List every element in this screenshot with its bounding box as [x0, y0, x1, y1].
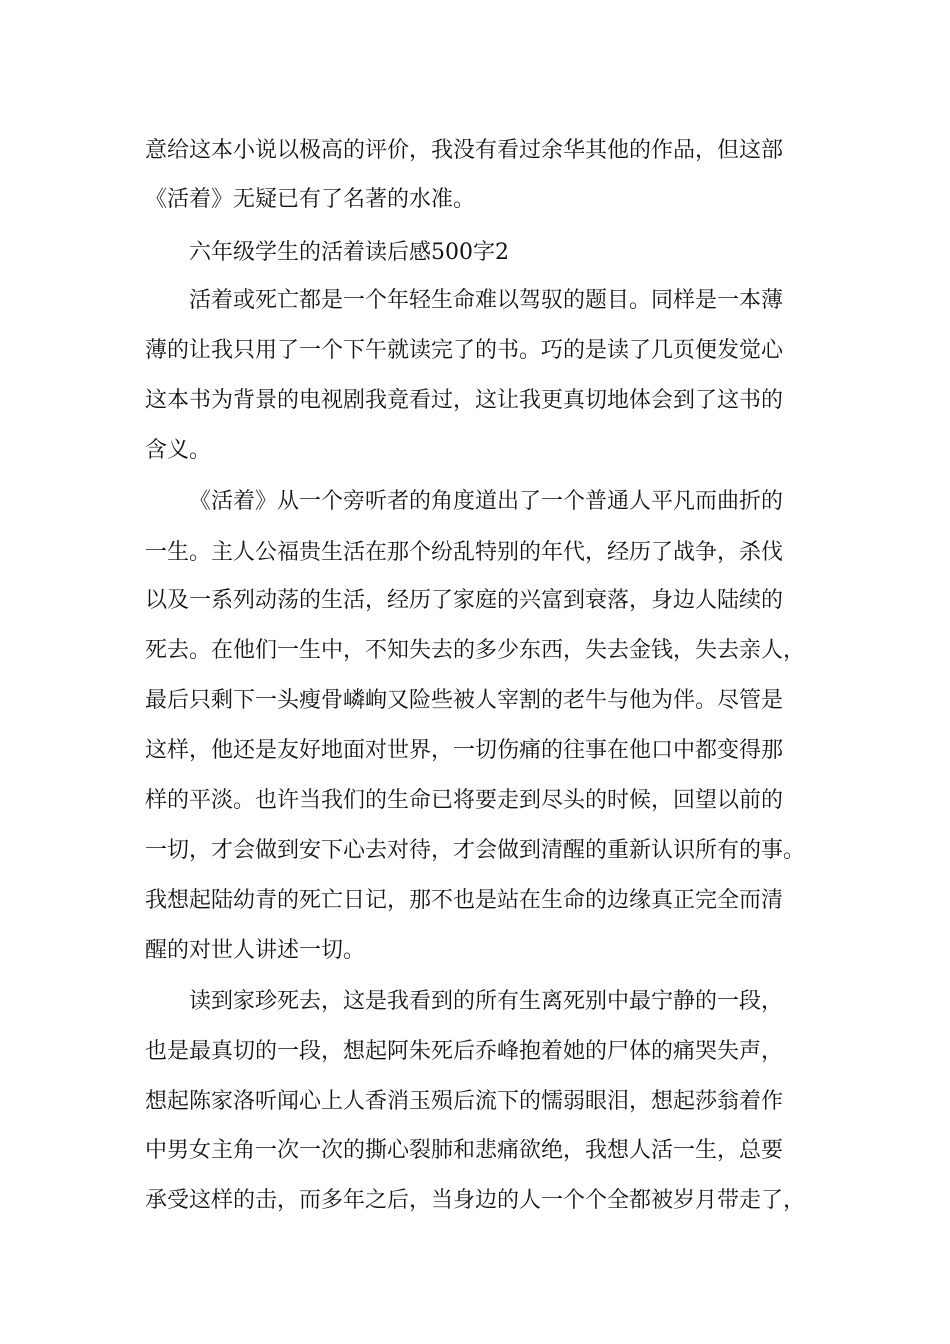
text-line: 最后只剩下一头瘦骨嶙峋又险些被人宰割的老牛与他为伴。尽管是 [145, 688, 784, 713]
text-line: 含义。 [145, 438, 212, 463]
text-line: 薄的让我只用了一个下午就读完了的书。巧的是读了几页便发觉心 [145, 338, 784, 363]
text-line: 《活着》从一个旁听者的角度道出了一个普通人平凡而曲折的 [189, 489, 784, 514]
text-line: 我想起陆幼青的死亡日记，那不也是站在生命的边缘真正完全而清 [145, 888, 784, 913]
text-line: 以及一系列动荡的生活，经历了家庭的兴富到衰落，身边人陆续的 [145, 588, 784, 613]
text-line: 中男女主角一次一次的撕心裂肺和悲痛欲绝，我想人活一生，总要 [145, 1138, 784, 1163]
text-line: 死去。在他们一生中，不知失去的多少东西，失去金钱，失去亲人， [145, 638, 806, 663]
text-line: 承受这样的击，而多年之后，当身边的人一个个全都被岁月带走了， [145, 1188, 806, 1213]
text-line: 样的平淡。也许当我们的生命已将要走到尽头的时候，回望以前的 [145, 788, 784, 813]
section-heading: 六年级学生的活着读后感500字2 [189, 240, 509, 265]
text-line: 活着或死亡都是一个年轻生命难以驾驭的题目。同样是一本薄 [189, 288, 784, 313]
text-line: 这本书为背景的电视剧我竟看过，这让我更真切地体会到了这书的 [145, 388, 784, 413]
text-line: 意给这本小说以极高的评价，我没有看过余华其他的作品，但这部 [145, 138, 784, 163]
text-line: 读到家珍死去，这是我看到的所有生离死别中最宁静的一段， [189, 989, 784, 1014]
text-line: 《活着》无疑已有了名著的水准。 [145, 187, 476, 212]
text-line: 醒的对世人讲述一切。 [145, 938, 366, 963]
text-line: 这样，他还是友好地面对世界，一切伤痛的往事在他口中都变得那 [145, 738, 784, 763]
text-line: 想起陈家洛听闻心上人香消玉殒后流下的懦弱眼泪，想起莎翁着作 [145, 1089, 784, 1114]
text-line: 一生。主人公福贵生活在那个纷乱特别的年代，经历了战争，杀伐 [145, 540, 784, 565]
text-line: 也是最真切的一段，想起阿朱死后乔峰抱着她的尸体的痛哭失声， [145, 1039, 784, 1064]
text-line: 一切，才会做到安下心去对待，才会做到清醒的重新认识所有的事。 [145, 838, 806, 863]
